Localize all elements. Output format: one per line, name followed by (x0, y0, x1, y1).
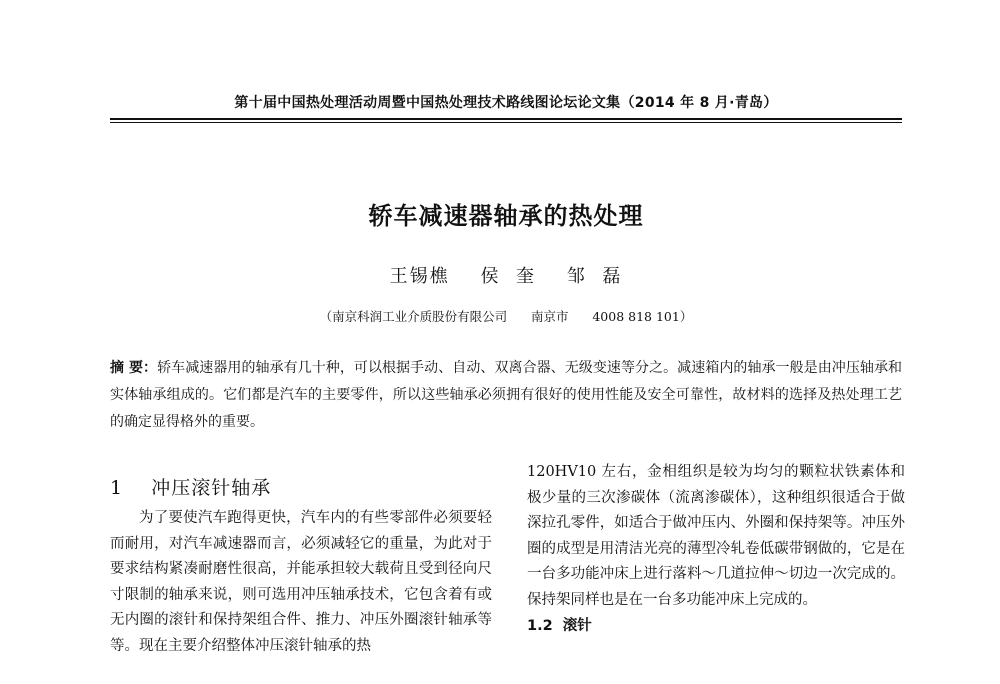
left-column (110, 470, 492, 659)
paper-affiliation: （南京科润工业介质股份有限公司 南京市 4008 818 101） (319, 309, 693, 324)
right-column-paragraph: 120HV10 左右，金相组织是较为均匀的颗粒状铁素体和极少量的三次渗碳体（流离渗碳体），这种组织很适合于做深拉孔零件，如适合于做冲压内、外圈和保持架等。冲压外圈的成型是用清洁光亮的薄型冷轧卷低碳带钢做的，它是在一台多功能冲床上进行落料～几道拉伸～切边一次完成的。保持架同样也是在一台多功能冲床上完成的。 (527, 464, 905, 608)
right-column (527, 460, 905, 639)
running-header: 第十届中国热处理活动周暨中国热处理技术路线图论坛论文集（2014 年 8 月·青岛） (234, 95, 778, 111)
left-column-paragraph: 为了要使汽车跑得更快，汽车内的有些零部件必须要轻而耐用，对汽车减速器而言，必须减轻它的重量，为此对于要求结构紧凑耐磨性很高，并能承担较大载荷且受到径向尺寸限制的轴承来说，则可选用冲压轴承技术，它包含着有或无内圈的滚针和保持架组合件、推力、冲压外圈滚针轴承等等。现在主要介绍整体冲压滚针轴承的热 (110, 510, 492, 654)
abstract (110, 355, 902, 436)
paper-title: 轿车减速器轴承的热处理 (368, 202, 644, 230)
section-heading-1: 1 冲压滚针轴承 (110, 477, 272, 499)
paper-authors: 王锡樵 侯 奎 邹 磊 (389, 266, 623, 287)
abstract-text: 轿车减速器用的轴承有几十种，可以根据手动、自动、双离合器、无级变速等分之。减速箱内的轴承一般是由冲压轴承和实体轴承组成的。它们都是汽车的主要零件，所以这些轴承必须拥有很好的使用性能及安全可靠性，故材料的选择及热处理工艺的确定显得格外的重要。 (110, 360, 903, 430)
abstract-label: 摘 要： (110, 360, 158, 376)
header-rule-thin (110, 122, 902, 123)
subsection-heading-1-2: 1.2 滚针 (527, 618, 592, 634)
header-rule-thick (110, 118, 902, 120)
